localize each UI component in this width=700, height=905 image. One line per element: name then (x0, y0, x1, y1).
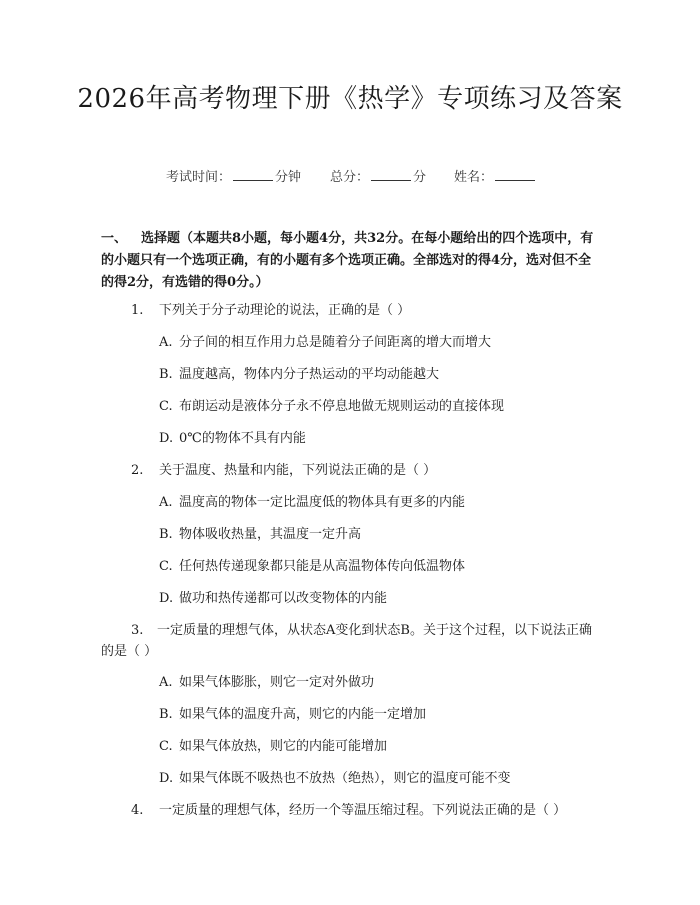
question-2 (101, 460, 601, 481)
option-label: D. (159, 591, 174, 606)
option-label: B. (159, 707, 173, 722)
option-text: 做功和热传递都可以改变物体的内能 (179, 591, 388, 606)
question-2-option-d (159, 588, 599, 609)
time-label: 考试时间： (166, 170, 232, 185)
option-label: A. (159, 675, 173, 690)
score-unit: 分 (413, 170, 427, 185)
question-4 (101, 800, 601, 821)
option-text: 物体吸收热量，其温度一定升高 (179, 527, 362, 542)
option-text: 如果气体放热，则它的内能可能增加 (179, 739, 388, 754)
section-number: 一、 (101, 231, 128, 246)
section-heading (101, 228, 601, 294)
name-blank (495, 168, 535, 181)
option-text: 任何热传递现象都只能是从高温物体传向低温物体 (179, 559, 466, 574)
option-text: 0℃的物体不具有内能 (179, 431, 306, 446)
question-1-option-c (159, 396, 599, 417)
option-label: A. (159, 335, 173, 350)
question-number: 3. (131, 623, 144, 638)
score-field (330, 166, 426, 185)
question-2-option-c (159, 556, 599, 577)
option-text: 如果气体膨胀，则它一定对外做功 (179, 675, 375, 690)
option-label: C. (159, 739, 173, 754)
option-text: 温度高的物体一定比温度低的物体具有更多的内能 (179, 495, 466, 510)
question-1-option-d (159, 428, 599, 449)
section-instructions: 选择题（本题共8小题，每小题4分，共32分。在每小题给出的四个选项中，有的小题只有一个选项正确，有的小题有多个选项正确。全部选对的得4分，选对但不全的得2分，有选错的得0分。） (101, 231, 594, 290)
option-label: B. (159, 527, 173, 542)
question-text: 下列关于分子动理论的说法，正确的是（ ） (159, 303, 411, 318)
option-label: D. (159, 431, 174, 446)
name-field (454, 166, 537, 185)
time-field (166, 166, 301, 185)
question-1-option-a (159, 332, 599, 353)
score-blank (371, 168, 411, 181)
question-text: 关于温度、热量和内能，下列说法正确的是（ ） (159, 463, 437, 478)
document-title: 2026年高考物理下册《热学》专项练习及答案 (77, 84, 623, 114)
question-3-option-a (159, 672, 599, 693)
question-2-option-b (159, 524, 599, 545)
question-2-option-a (159, 492, 599, 513)
question-3-option-d (159, 768, 599, 789)
option-label: B. (159, 367, 173, 382)
time-blank (233, 168, 273, 181)
question-number: 4. (131, 803, 144, 818)
question-3-option-c (159, 736, 599, 757)
score-label: 总分： (330, 170, 370, 185)
option-label: D. (159, 771, 174, 786)
name-label: 姓名： (454, 170, 494, 185)
time-unit: 分钟 (275, 170, 302, 185)
question-text: 一定质量的理想气体，经历一个等温压缩过程。下列说法正确的是（ ） (159, 803, 567, 818)
option-text: 分子间的相互作用力总是随着分子间距离的增大而增大 (179, 335, 492, 350)
question-number: 1. (131, 303, 144, 318)
option-label: A. (159, 495, 173, 510)
question-text: 一定质量的理想气体，从状态A变化到状态B。关于这个过程，以下说法正确的是（ ） (101, 623, 592, 659)
option-text: 如果气体的温度升高，则它的内能一定增加 (179, 707, 427, 722)
option-label: C. (159, 559, 173, 574)
option-text: 温度越高，物体内分子热运动的平均动能越大 (179, 367, 440, 382)
option-text: 如果气体既不吸热也不放热（绝热），则它的温度可能不变 (179, 771, 511, 786)
question-3 (101, 620, 601, 662)
question-3-option-b (159, 704, 599, 725)
question-number: 2. (131, 463, 144, 478)
question-1 (101, 300, 601, 321)
question-1-option-b (159, 364, 599, 385)
option-label: C. (159, 399, 173, 414)
option-text: 布朗运动是液体分子永不停息地做无规则运动的直接体现 (179, 399, 505, 414)
